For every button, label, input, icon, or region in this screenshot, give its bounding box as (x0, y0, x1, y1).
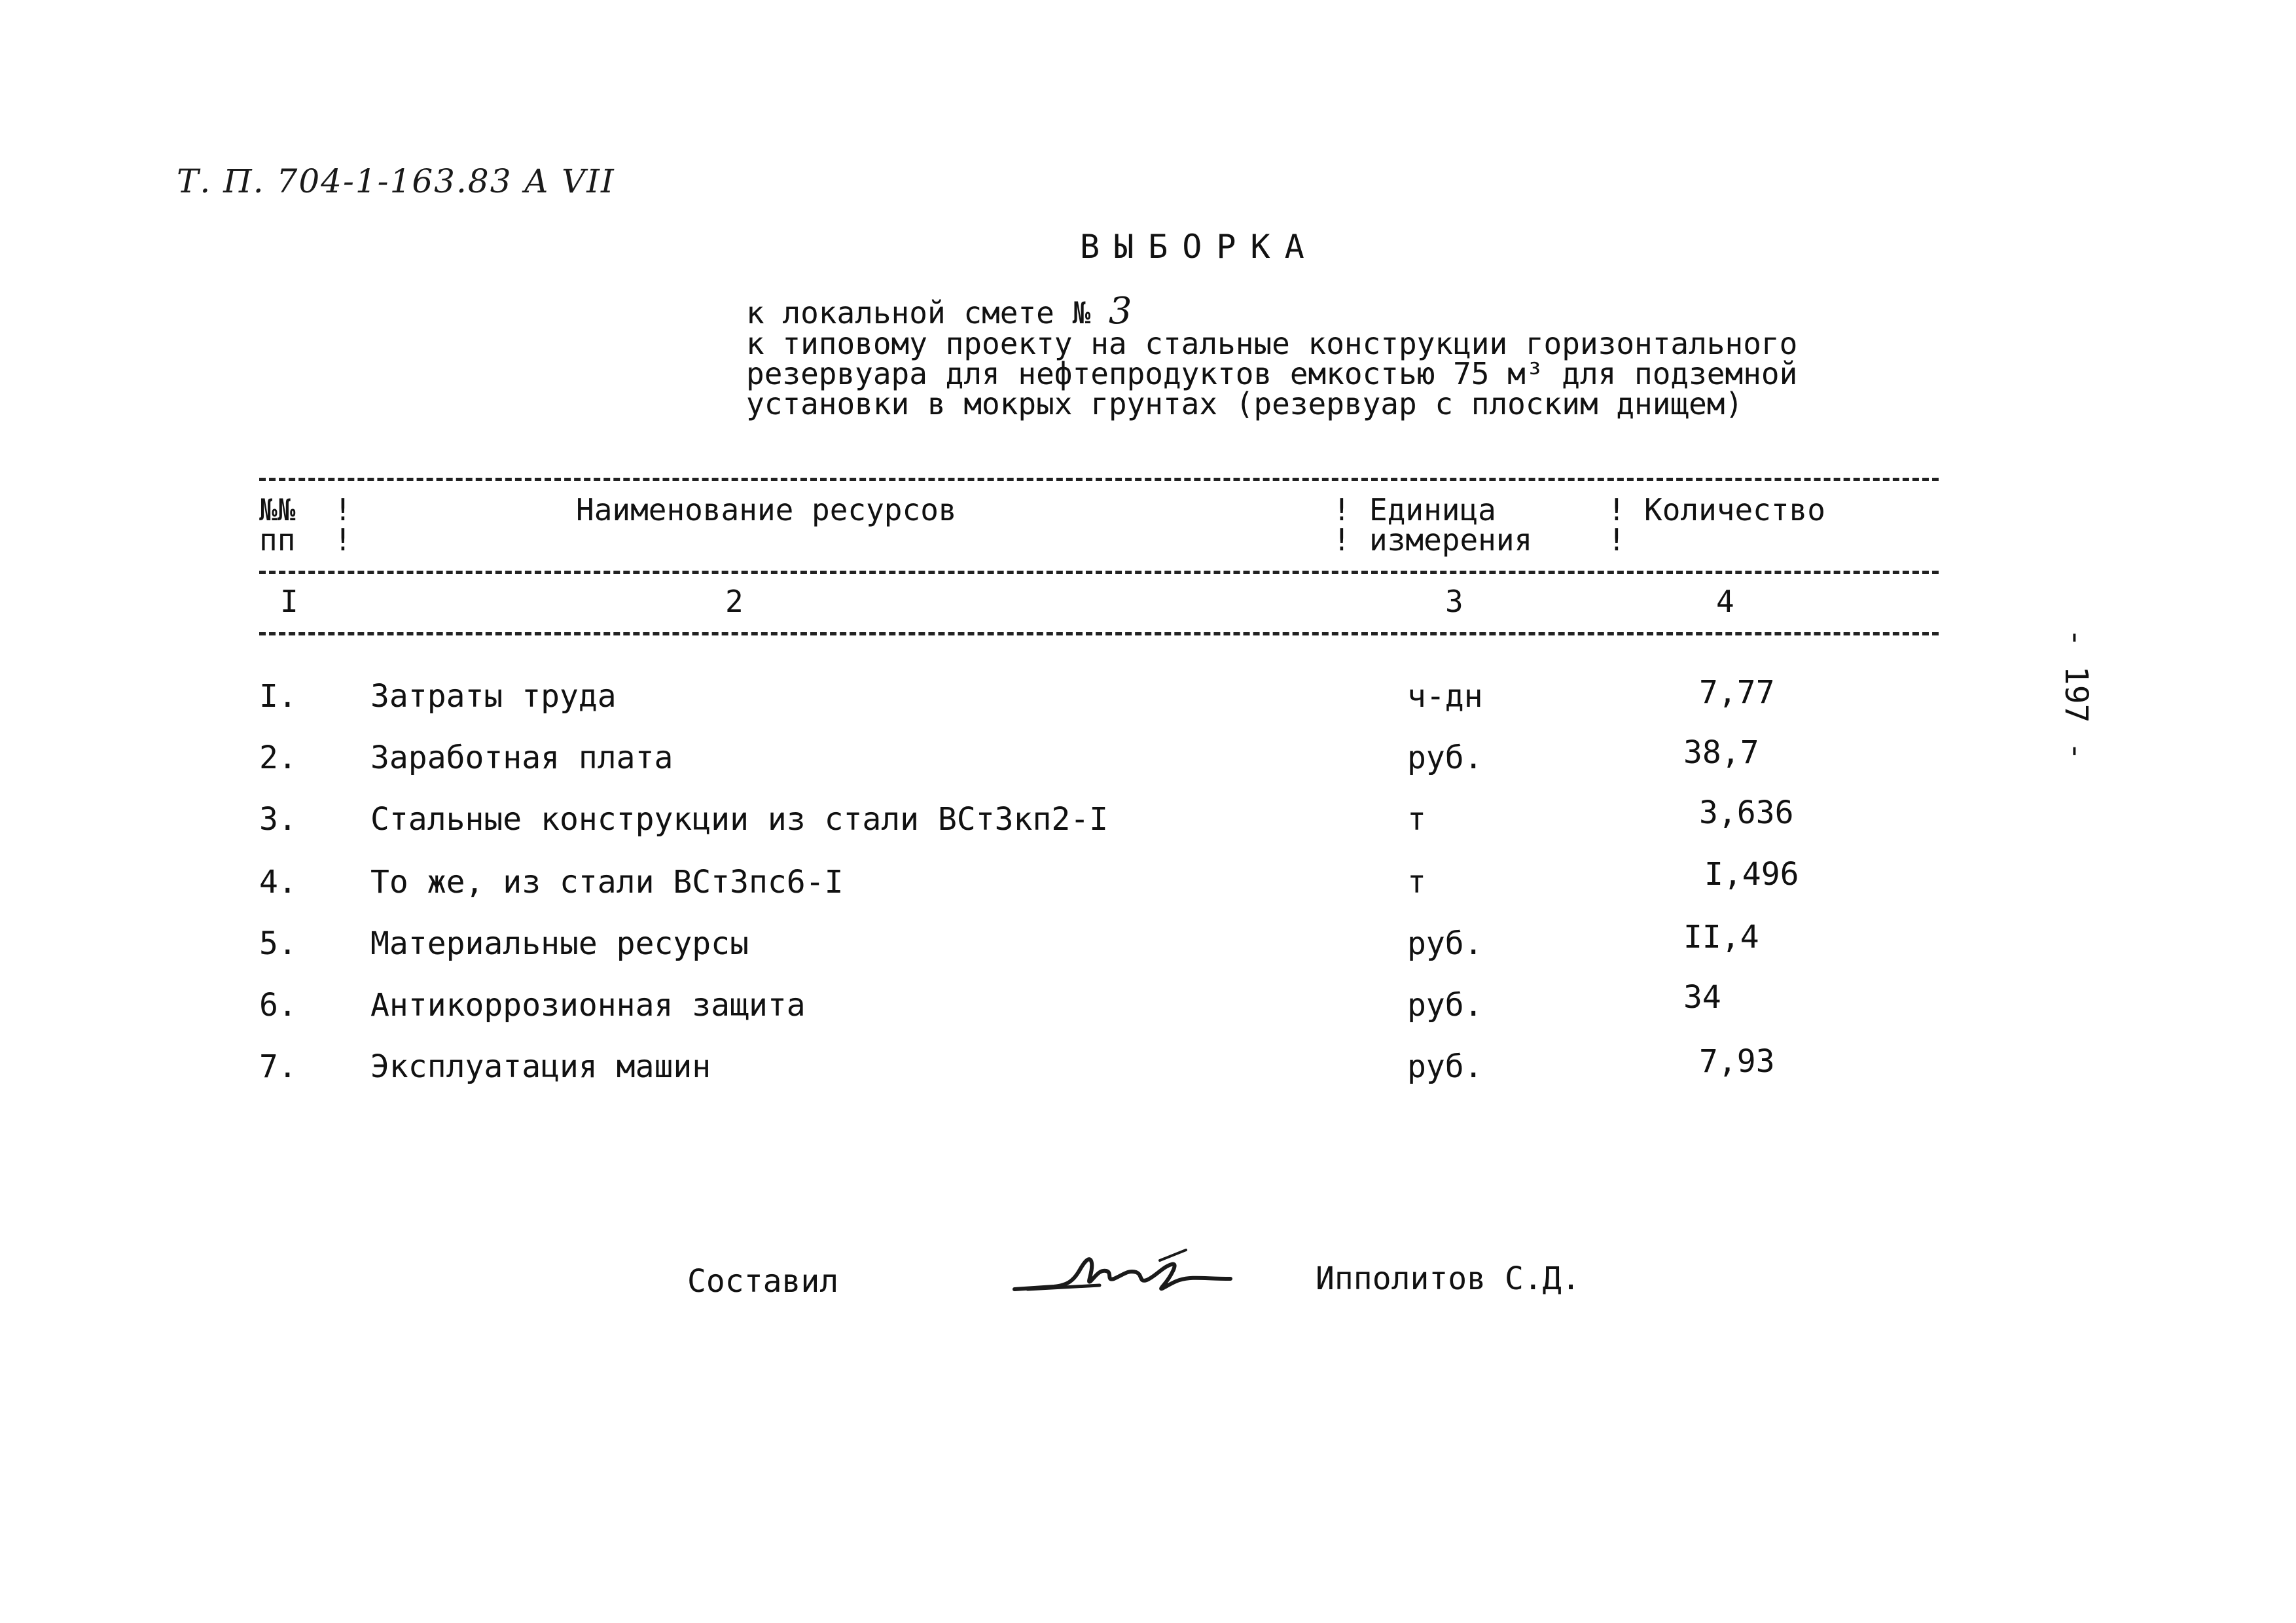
row-resource-name: Стальные конструкции из стали ВСт3кп2-I (370, 801, 1109, 838)
header-separator: ! (334, 492, 352, 527)
header-separator: ! (334, 522, 352, 558)
compiled-by-label: Составил (687, 1263, 839, 1300)
column-number-4: 4 (1716, 584, 1734, 619)
document-title: ВЫБОРКА (1080, 228, 1319, 266)
header-unit-line-1: Единица (1369, 492, 1496, 527)
header-num-line-2: пп (259, 522, 296, 558)
signer-name: Ипполитов С.Д. (1316, 1260, 1581, 1297)
page-number: - 197 - (2058, 628, 2094, 761)
row-resource-name: Заработная плата (370, 740, 673, 776)
row-number: 6. (259, 987, 297, 1024)
column-number-2: 2 (725, 584, 744, 619)
row-unit: руб. (1407, 987, 1483, 1024)
row-resource-name: То же, из стали ВСт3пс6-I (370, 864, 844, 901)
row-unit: руб. (1407, 925, 1483, 962)
row-resource-name: Материальные ресурсы (370, 925, 749, 962)
row-unit: руб. (1407, 740, 1483, 776)
row-quantity: 34 (1683, 979, 1721, 1016)
row-number: 2. (259, 740, 297, 776)
row-number: 5. (259, 925, 297, 962)
subtitle-line-3: резервуара для нефтепродуктов емкостью 75 м³ для подземной (746, 356, 1798, 391)
row-unit: руб. (1407, 1048, 1483, 1085)
header-separator: ! (1333, 522, 1351, 558)
header-num-line-1: №№ (259, 492, 296, 527)
signature (1008, 1224, 1244, 1305)
document-code: Т. П. 704-1-163.83 А VII (177, 162, 615, 200)
row-resource-name: Затраты труда (370, 678, 617, 715)
row-quantity: 7,93 (1699, 1043, 1775, 1080)
header-unit-line-2: измерения (1369, 522, 1533, 558)
subtitle-line-2: к типовому проекту на стальные конструкции горизонтального (746, 326, 1798, 361)
column-number-3: 3 (1445, 584, 1463, 619)
header-separator: ! (1333, 492, 1351, 527)
row-number: 4. (259, 864, 297, 901)
row-quantity: II,4 (1683, 919, 1759, 955)
column-number-1: I (280, 584, 298, 619)
row-unit: т (1407, 801, 1426, 838)
row-resource-name: Эксплуатация машин (370, 1048, 711, 1085)
header-name: Наименование ресурсов (576, 492, 957, 527)
subtitle-line-4: установки в мокрых грунтах (резервуар с плоским днищем) (746, 386, 1744, 421)
row-unit: ч-дн (1407, 678, 1483, 715)
row-number: I. (259, 678, 297, 715)
row-number: 7. (259, 1048, 297, 1085)
row-resource-name: Антикоррозионная защита (370, 987, 806, 1024)
table-column-number-rule (259, 632, 1939, 635)
row-quantity: 7,77 (1699, 674, 1775, 711)
row-quantity: I,496 (1704, 856, 1799, 893)
subtitle-estimate-label: к локальной смете № (746, 295, 1091, 330)
header-separator: ! (1607, 492, 1626, 527)
row-quantity: 38,7 (1683, 734, 1759, 771)
table-top-rule (259, 478, 1939, 481)
header-separator: ! (1607, 522, 1626, 558)
header-qty: Количество (1644, 492, 1825, 527)
row-unit: т (1407, 864, 1426, 901)
row-number: 3. (259, 801, 297, 838)
row-quantity: 3,636 (1699, 794, 1794, 831)
estimate-number: 3 (1108, 290, 1132, 332)
subtitle-line-1 (746, 290, 1132, 332)
table-header-rule (259, 571, 1939, 574)
